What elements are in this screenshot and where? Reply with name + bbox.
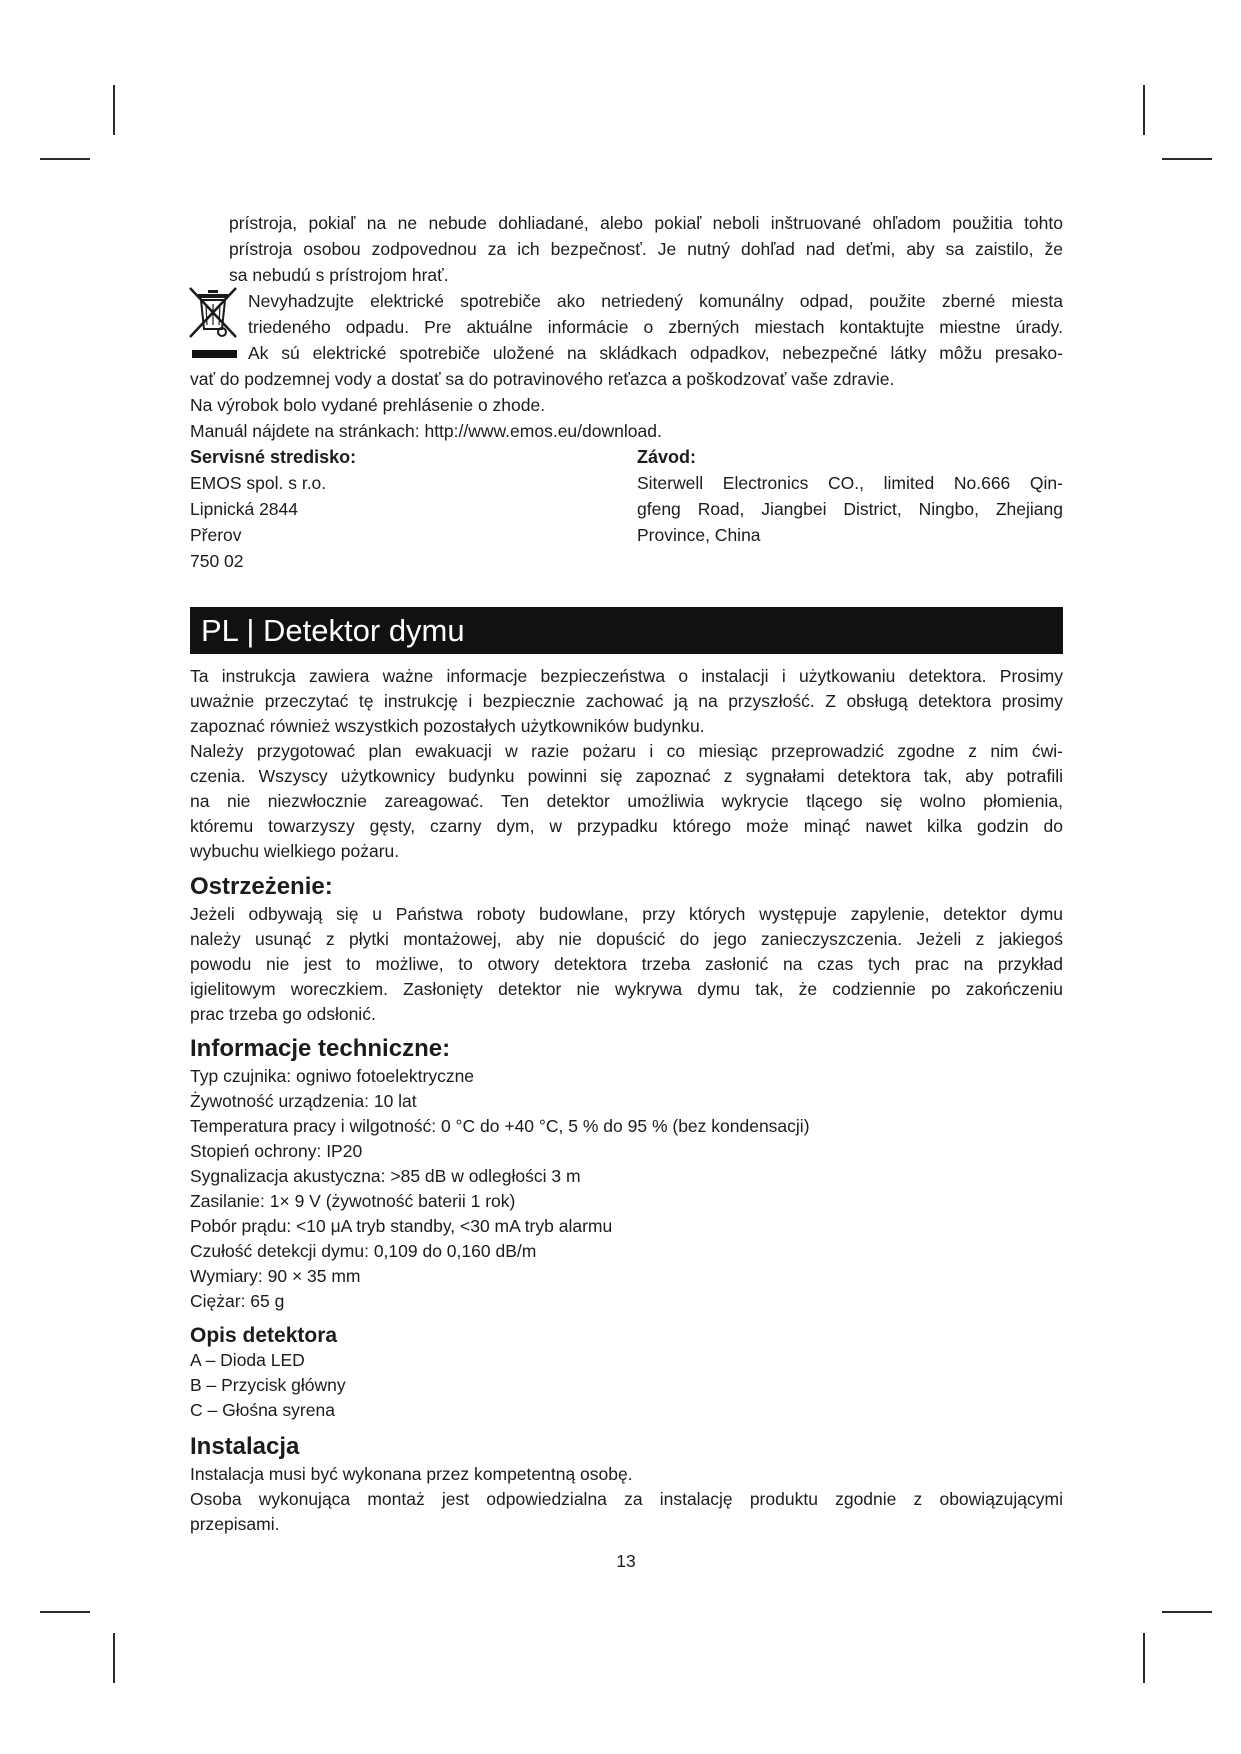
crop-mark [40, 1611, 90, 1613]
warning-line: igielitowym woreczkiem. Zasłonięty detektor nie wykrywa dymu tak, że codziennie po zakończeniu [190, 979, 1063, 999]
spec-item: Sygnalizacja akustyczna: >85 dB w odległości 3 m [190, 1166, 581, 1186]
sk-weee-paragraph [248, 288, 1063, 340]
crop-mark [1143, 85, 1145, 135]
installation-paragraph [190, 1462, 1063, 1537]
page-number: 13 [616, 1551, 636, 1571]
spec-item: Żywotność urządzenia: 10 lat [190, 1091, 417, 1111]
pl-intro-line: któremu towarzyszy gęsty, czarny dym, w przypadku którego może minąć nawet kilka godzin do [190, 816, 1063, 836]
sk-hazard-line: vať do podzemnej vody a dostať sa do potravinového reťazca a poškodzovať vaše zdravie. [190, 369, 895, 389]
warning-paragraph [190, 902, 1063, 1027]
spec-item: Zasilanie: 1× 9 V (żywotność baterii 1 rok) [190, 1191, 516, 1211]
section-title: PL | Detektor dymu [201, 613, 465, 648]
sk-weee-line: triedeného odpadu. Pre aktuálne informácie o zberných miestach kontaktujte miestne úrady. [248, 317, 1063, 337]
address-line: EMOS spol. s r.o. [190, 473, 327, 493]
detector-parts-list [190, 1348, 1063, 1423]
service-center-address [190, 444, 570, 574]
pl-intro-line: na nie niezwłocznie zareagować. Ten detektor umożliwia wykrycie tlącego się wolno płomienia, [190, 791, 1063, 811]
crop-mark [113, 85, 115, 135]
crop-mark [1162, 1611, 1212, 1613]
part-item: A – Dioda LED [190, 1350, 305, 1370]
pl-intro-line: Należy przygotować plan ewakuacji w razie pożaru i co miesiąc przeprowadzić zgodne z nim ćwi- [190, 741, 1063, 761]
spec-item: Temperatura pracy i wilgotność: 0 °C do +40 °C, 5 % do 95 % (bez kondensacji) [190, 1116, 810, 1136]
sk-hazard-paragraph [190, 340, 1063, 392]
installation-line: Instalacja musi być wykonana przez kompetentną osobę. [190, 1464, 633, 1484]
address-line: Přerov [190, 525, 242, 545]
sk-hazard-line: Ak sú elektrické spotrebiče uložené na skládkach odpadkov, nebezpečné látky môžu presako- [248, 343, 1063, 363]
factory-address [637, 444, 1063, 548]
crop-mark [113, 1633, 115, 1683]
pl-intro-line: wybuchu wielkiego pożaru. [190, 841, 400, 861]
sk-declaration-block [190, 392, 1063, 444]
installation-line: przepisami. [190, 1514, 280, 1534]
detector-description-heading: Opis detektora [190, 1324, 338, 1347]
pl-intro-line: czenia. Wszyscy użytkownicy budynku powinni się zapoznać z sygnałami detektora tak, aby potrafili [190, 766, 1063, 786]
warning-line: prac trzeba go odsłonić. [190, 1004, 376, 1024]
sk-intro-line: sa nebudú s prístrojom hrať. [229, 265, 449, 285]
spec-item: Stopień ochrony: IP20 [190, 1141, 363, 1161]
spec-item: Ciężar: 65 g [190, 1291, 285, 1311]
part-item: B – Przycisk główny [190, 1375, 346, 1395]
section-header-bar [190, 607, 1063, 654]
installation-line: Osoba wykonująca montaż jest odpowiedzialna za instalację produktu zgodnie z obowiązującymi [190, 1489, 1063, 1509]
address-line: Siterwell Electronics CO., limited No.666 Qin- [637, 473, 1063, 493]
spec-item: Pobór prądu: <10 μA tryb standby, <30 mA tryb alarmu [190, 1216, 613, 1236]
factory-title: Závod: [637, 447, 697, 467]
address-line: gfeng Road, Jiangbei District, Ningbo, Zhejiang [637, 499, 1063, 519]
crossed-out-wheelie-bin-icon [186, 284, 240, 340]
sk-weee-line: Nevyhadzujte elektrické spotrebiče ako netriedený komunálny odpad, použite zberné miesta [248, 291, 1063, 311]
pl-intro-line: Ta instrukcja zawiera ważne informacje bezpieczeństwa o instalacji i użytkowaniu detektora. Prosimy [190, 666, 1063, 686]
address-line: Lipnická 2844 [190, 499, 298, 519]
sk-intro-line: prístroja osobou zodpovednou za ich bezpečnosť. Je nutný dohľad nad deťmi, aby sa zaistilo, že [229, 239, 1063, 259]
manual-link-text: Manuál nájdete na stránkach: http://www.emos.eu/download. [190, 421, 662, 441]
part-item: C – Głośna syrena [190, 1400, 335, 1420]
warning-line: powodu nie jest to możliwe, to otwory detektora trzeba zasłonić na czas tych prac na przykład [190, 954, 1063, 974]
sk-safety-paragraph [229, 210, 1063, 288]
address-line: Province, China [637, 525, 761, 545]
sk-intro-line: prístroja, pokiaľ na ne nebude dohliadané, alebo pokiaľ neboli inštruované ohľadom použitia tohto [229, 213, 1063, 233]
crop-mark [1143, 1633, 1145, 1683]
warning-line: Jeżeli odbywają się u Państwa roboty budowlane, przy których występuje zapylenie, detektor dymu [190, 904, 1063, 924]
installation-heading: Instalacja [190, 1433, 300, 1460]
pl-intro-line: zapoznać również wszystkich pozostałych użytkowników budynku. [190, 716, 705, 736]
warning-line: należy usunąć z płytki montażowej, aby nie dopuścić do jego zanieczyszczenia. Jeżeli z jakiegoś [190, 929, 1063, 949]
declaration-text: Na výrobok bolo vydané prehlásenie o zhode. [190, 395, 546, 415]
crop-mark [1162, 158, 1212, 160]
service-center-title: Servisné stredisko: [190, 447, 357, 467]
technical-specs-list [190, 1064, 1063, 1314]
pl-intro-paragraphs [190, 664, 1063, 864]
pl-intro-line: uważnie przeczytać tę instrukcję i bezpiecznie zachować ją na przyszłość. Z obsługą detektora prosimy [190, 691, 1063, 711]
spec-item: Czułość detekcji dymu: 0,109 do 0,160 dB/m [190, 1241, 537, 1261]
crop-mark [40, 158, 90, 160]
spec-item: Typ czujnika: ogniwo fotoelektryczne [190, 1066, 475, 1086]
address-line: 750 02 [190, 551, 244, 571]
warning-heading: Ostrzeżenie: [190, 873, 333, 900]
technical-info-heading: Informacje techniczne: [190, 1035, 451, 1062]
spec-item: Wymiary: 90 × 35 mm [190, 1266, 361, 1286]
